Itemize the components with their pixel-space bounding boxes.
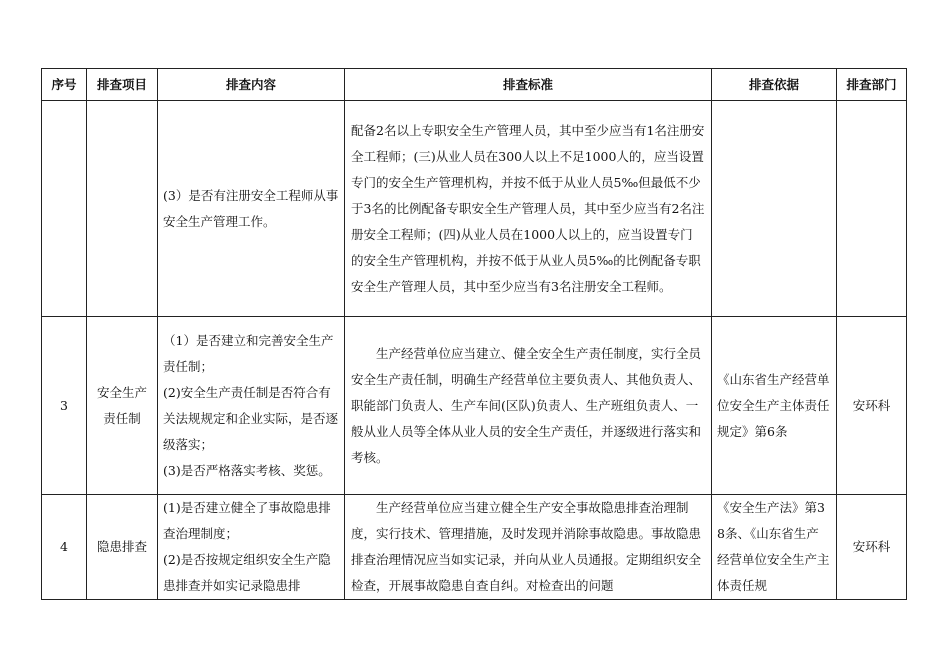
cell-item [87,101,158,317]
cell-seq: 3 [42,317,87,495]
table-row [42,101,907,317]
cell-basis: 《安全生产法》第38条、《山东省生产经营单位安全生产主体责任规 [712,495,837,600]
cell-seq: 4 [42,495,87,600]
table-row [42,317,907,495]
cell-item: 隐患排查 [87,495,158,600]
cell-item: 安全生产责任制 [87,317,158,495]
cell-seq [42,101,87,317]
table-row [42,495,907,600]
header-dept: 排查部门 [837,69,907,101]
cell-dept: 安环科 [837,317,907,495]
cell-basis [712,101,837,317]
cell-content [158,317,345,495]
header-standard: 排查标准 [345,69,712,101]
cell-dept: 安环科 [837,495,907,600]
content-line: (3)是否严格落实考核、奖惩。 [163,462,331,478]
content-line: (2)是否按规定组织安全生产隐患排查并如实记录隐患排 [163,552,331,593]
cell-content [158,101,345,317]
cell-dept [837,101,907,317]
header-basis: 排查依据 [712,69,837,101]
header-item: 排查项目 [87,69,158,101]
table-header-row [42,69,907,101]
content-line: (2)安全生产责任制是否符合有关法规规定和企业实际，是否逐级落实； [163,384,339,452]
content-line: (1)是否建立健全了事故隐患排查治理制度； [163,500,331,541]
cell-basis: 《山东省生产经营单位安全生产主体责任规定》第6条 [712,317,837,495]
header-seq: 序号 [42,69,87,101]
cell-standard: 生产经营单位应当建立、健全安全生产责任制度，实行全员安全生产责任制，明确生产经营单位主要负责人、其他负责人、职能部门负责人、生产车间(区队)负责人、生产班组负责人、一般从业人员等全体从业人员的安全生产责任，并逐级进行落实和考核。 [345,317,712,495]
cell-standard: 生产经营单位应当建立健全生产安全事故隐患排查治理制度，实行技术、管理措施，及时发现并消除事故隐患。事故隐患排查治理情况应当如实记录，并向从业人员通报。定期组织安全检查，开展事故隐患自查自纠。对检查出的问题 [345,495,712,600]
content-line: (3）是否有注册安全工程师从事安全生产管理工作。 [163,187,339,229]
header-content: 排查内容 [158,69,345,101]
content-line: （1）是否建立和完善安全生产责任制； [163,332,334,374]
cell-standard: 配备2名以上专职安全生产管理人员，其中至少应当有1名注册安全工程师；(三)从业人员在300人以上不足1000人的，应当设置专门的安全生产管理机构，并按不低于从业人员5‰但最低不少于3名的比例配备专职安全生产管理人员，其中至少应当有2名注册安全工程师；(四)从业人员在1000人以上的，应当设置专门的安全生产管理机构，并按不低于从业人员5‰的比例配备专职安全生产管理人员，其中至少应当有3名注册安全工程师。 [345,101,712,317]
cell-content [158,495,345,600]
inspection-table [41,68,907,600]
